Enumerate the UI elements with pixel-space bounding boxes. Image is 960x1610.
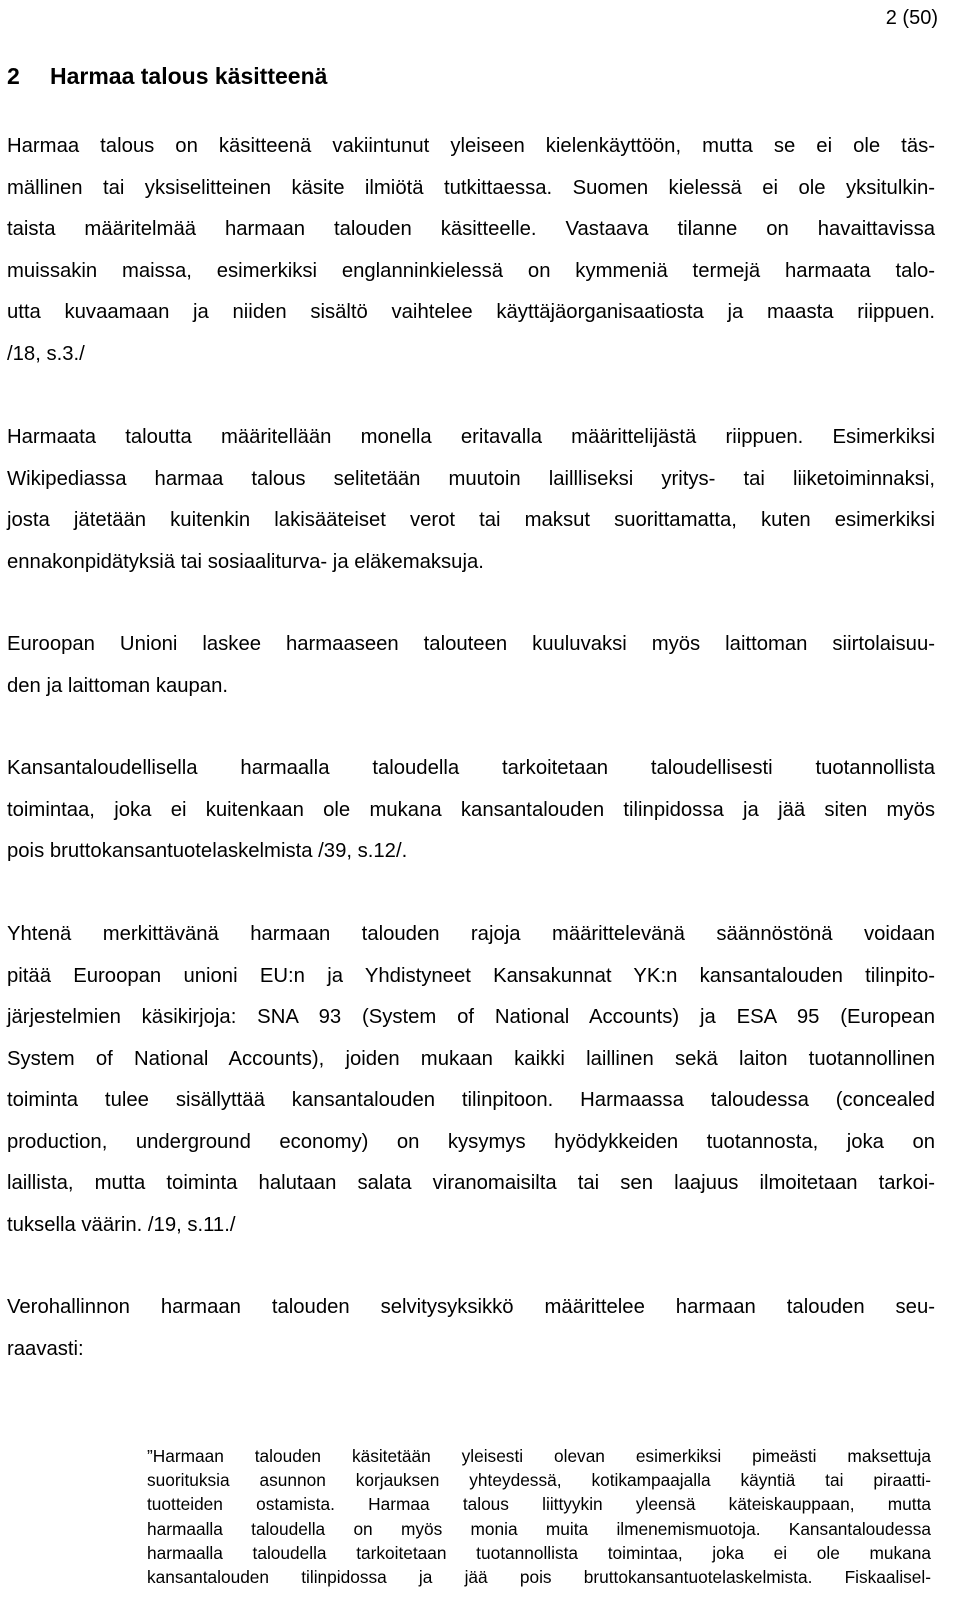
- text-line: pitää Euroopan unioni EU:n ja Yhdistyneet Kansakunnat YK:n kansantalouden tilinpito-: [7, 964, 935, 987]
- text-line: toimintaa, joka ei kuitenkaan ole mukana kansantalouden tilinpidossa ja jää siten myös: [7, 798, 935, 821]
- text-line: pois bruttokansantuotelaskelmista /39, s.12/.: [7, 840, 408, 862]
- text-line: Harmaa talous on käsitteenä vakiintunut yleiseen kielenkäyttöön, mutta se ei ole täs-: [7, 135, 935, 157]
- text-line: ennakonpidätyksiä tai sosiaaliturva- ja eläkemaksuja.: [7, 550, 484, 573]
- text-line: Yhtenä merkittävänä harmaan talouden rajoja määrittelevänä säännöstönä voidaan: [7, 923, 935, 945]
- paragraph-5: [7, 914, 935, 1246]
- text-line: muissakin maissa, esimerkiksi englanninkielessä on kymmeniä termejä harmaata talo-: [7, 259, 935, 282]
- text-line: utta kuvaamaan ja niiden sisältö vaihtelee käyttäjäorganisaatiosta ja maasta riippuen.: [7, 301, 935, 323]
- text-line: josta jätetään kuitenkin lakisääteiset verot tai maksut suorittamatta, kuten esimerkiksi: [7, 509, 935, 531]
- page-number: 2 (50): [885, 7, 938, 29]
- text-line: /18, s.3./: [7, 342, 85, 365]
- text-line: Harmaata taloutta määritellään monella eritavalla määrittelijästä riippuen. Esimerkiksi: [7, 426, 935, 448]
- quote-line: suorituksia asunnon korjauksen yhteydessä, kotikampaajalla käyntiä tai piraatti-: [147, 1470, 931, 1491]
- paragraph-6: [7, 1287, 935, 1370]
- text-line: den ja laittoman kaupan.: [7, 674, 228, 697]
- text-line: raavasti:: [7, 1337, 84, 1360]
- text-line: taista määritelmää harmaan talouden käsitteelle. Vastaava tilanne on havaittavissa: [7, 218, 935, 240]
- text-line: Kansantaloudellisella harmaalla taloudella tarkoitetaan taloudellisesti tuotannollista: [7, 757, 935, 779]
- paragraph-3: [7, 624, 935, 707]
- text-line: Wikipediassa harmaa talous selitetään muutoin laillliseksi yritys- tai liiketoiminnaksi,: [7, 467, 935, 490]
- section-heading: [7, 62, 327, 90]
- text-line: toiminta tulee sisällyttää kansantalouden tilinpitoon. Harmaassa taloudessa (concealed: [7, 1089, 935, 1111]
- paragraph-1: [7, 126, 935, 375]
- section-number: 2: [7, 63, 20, 89]
- quote-line: kansantalouden tilinpidossa ja jää pois bruttokansantuotelaskelmista. Fiskaalisel-: [147, 1567, 931, 1588]
- text-line: Verohallinnon harmaan talouden selvitysyksikkö määrittelee harmaan talouden seu-: [7, 1296, 935, 1318]
- text-line: Euroopan Unioni laskee harmaaseen talouteen kuuluvaksi myös laittoman siirtolaisuu-: [7, 633, 935, 655]
- quote-line: harmaalla taloudella on myös monia muita ilmenemismuotoja. Kansantaloudessa: [147, 1518, 931, 1539]
- quote-line: harmaalla taloudella tarkoitetaan tuotannollista toimintaa, joka ei ole mukana: [147, 1542, 931, 1563]
- text-line: System of National Accounts), joiden mukaan kaikki laillinen sekä laiton tuotannollinen: [7, 1047, 935, 1070]
- quote-line: ”Harmaan talouden käsitetään yleisesti olevan esimerkiksi pimeästi maksettuja: [147, 1446, 931, 1466]
- text-line: mällinen tai yksiselitteinen käsite ilmiötä tutkittaessa. Suomen kielessä ei ole yksitulkin-: [7, 176, 935, 199]
- paragraph-2: [7, 417, 935, 583]
- block-quote: [147, 1444, 931, 1589]
- text-line: tuksella väärin. /19, s.11./: [7, 1213, 236, 1236]
- quote-line: tuotteiden ostamista. Harmaa talous liittyykin yleensä käteiskauppaan, mutta: [147, 1494, 931, 1515]
- text-line: production, underground economy) on kysymys hyödykkeiden tuotannosta, joka on: [7, 1130, 935, 1153]
- text-line: laillista, mutta toiminta halutaan salata viranomaisilta tai sen laajuus ilmoitetaan tarkoi-: [7, 1172, 935, 1194]
- section-title: Harmaa talous käsitteenä: [50, 63, 328, 89]
- paragraph-4: [7, 748, 935, 873]
- text-line: järjestelmien käsikirjoja: SNA 93 (System of National Accounts) ja ESA 95 (European: [7, 1006, 935, 1028]
